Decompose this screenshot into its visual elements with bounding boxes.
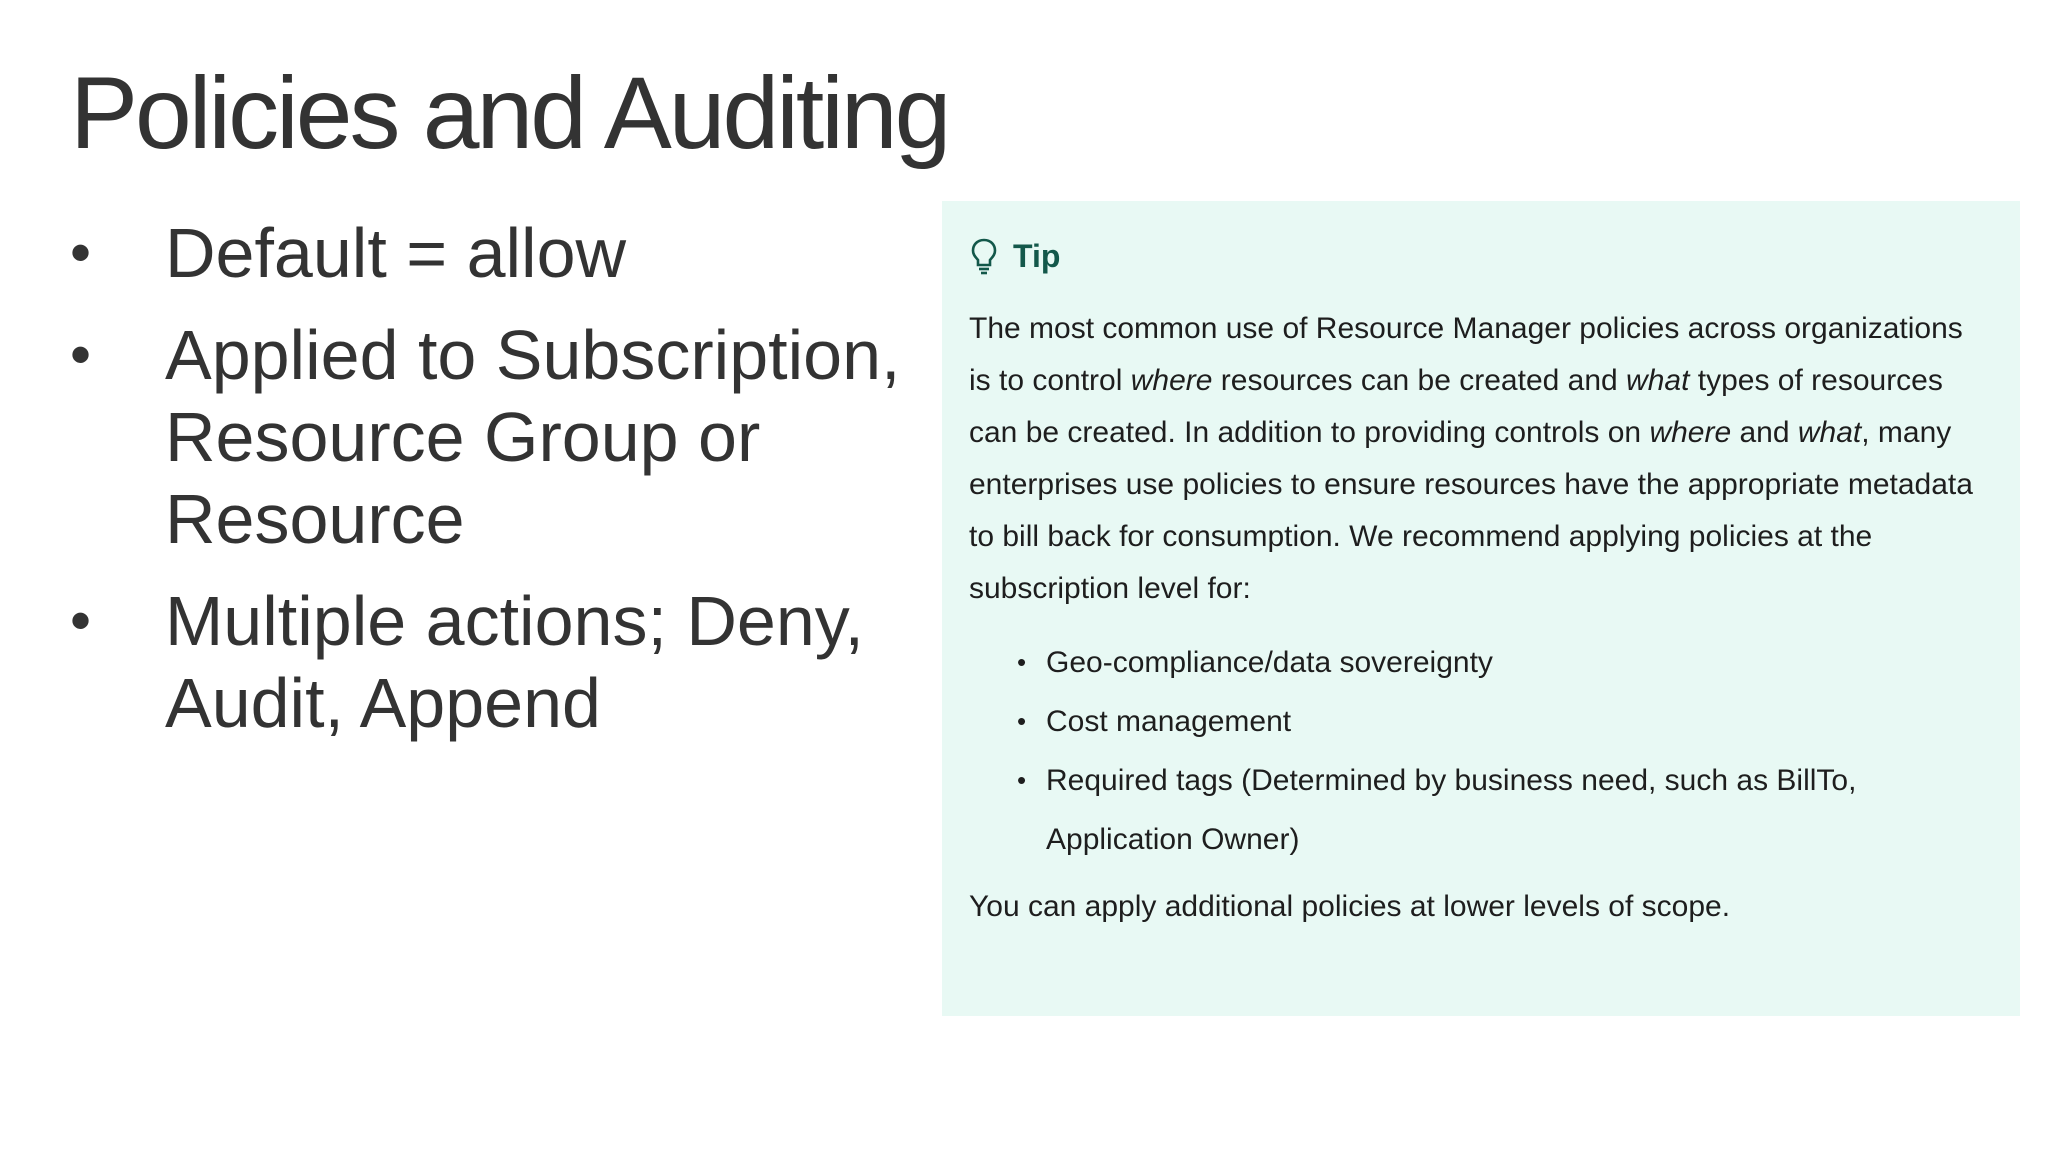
tip-text: and: [1731, 416, 1798, 449]
lightbulb-icon: [969, 237, 999, 275]
tip-heading: Tip: [1013, 237, 1061, 274]
bullet-text: Applied to Subscription, Resource Group or Resource: [165, 316, 901, 558]
tip-list-text: Cost management: [1046, 705, 1292, 738]
bullet-text: Multiple actions; Deny, Audit, Append: [165, 582, 865, 742]
tip-text: types of resources can be created. In addition to providing controls on: [969, 364, 1943, 449]
tip-list-item: [1017, 751, 1992, 869]
tip-header: [969, 231, 1992, 281]
tip-footer: You can apply additional policies at lower levels of scope.: [969, 890, 1731, 923]
tip-list-item: [1017, 692, 1992, 751]
slide-title: Policies and Auditing: [70, 56, 949, 170]
list-dot: •: [1017, 647, 1027, 677]
bullet-list: [70, 212, 910, 764]
tip-list: [969, 633, 1992, 869]
bullet-item: [70, 314, 910, 560]
bullet-item: [70, 212, 910, 294]
tip-paragraph: [969, 303, 1992, 615]
tip-emphasis: where: [1130, 364, 1213, 397]
bullet-item: [70, 580, 910, 744]
list-dot: •: [1017, 706, 1027, 736]
tip-emphasis: what: [1626, 364, 1690, 397]
tip-list-text: Geo-compliance/data sovereignty: [1046, 646, 1493, 679]
tip-text: , many enterprises use policies to ensure resources have the appropriate metadata to bill back for consumption. We recommend applying policies at the subscription level for:: [969, 416, 1973, 605]
bullet-dot: •: [70, 587, 92, 654]
bullet-dot: •: [70, 219, 92, 286]
tip-text: resources can be created and: [1212, 364, 1627, 397]
tip-list-text: Required tags (Determined by business need, such as BillTo, Application Owner): [1046, 764, 1857, 856]
tip-emphasis: where: [1649, 416, 1732, 449]
tip-text: The most common use of Resource Manager policies across organizations is to control: [969, 312, 1963, 397]
list-dot: •: [1017, 765, 1027, 795]
bullet-text: Default = allow: [165, 214, 627, 292]
bullet-dot: •: [70, 321, 92, 388]
tip-emphasis: what: [1797, 416, 1862, 449]
tip-list-item: [1017, 633, 1992, 692]
tip-callout: [942, 201, 2020, 1016]
